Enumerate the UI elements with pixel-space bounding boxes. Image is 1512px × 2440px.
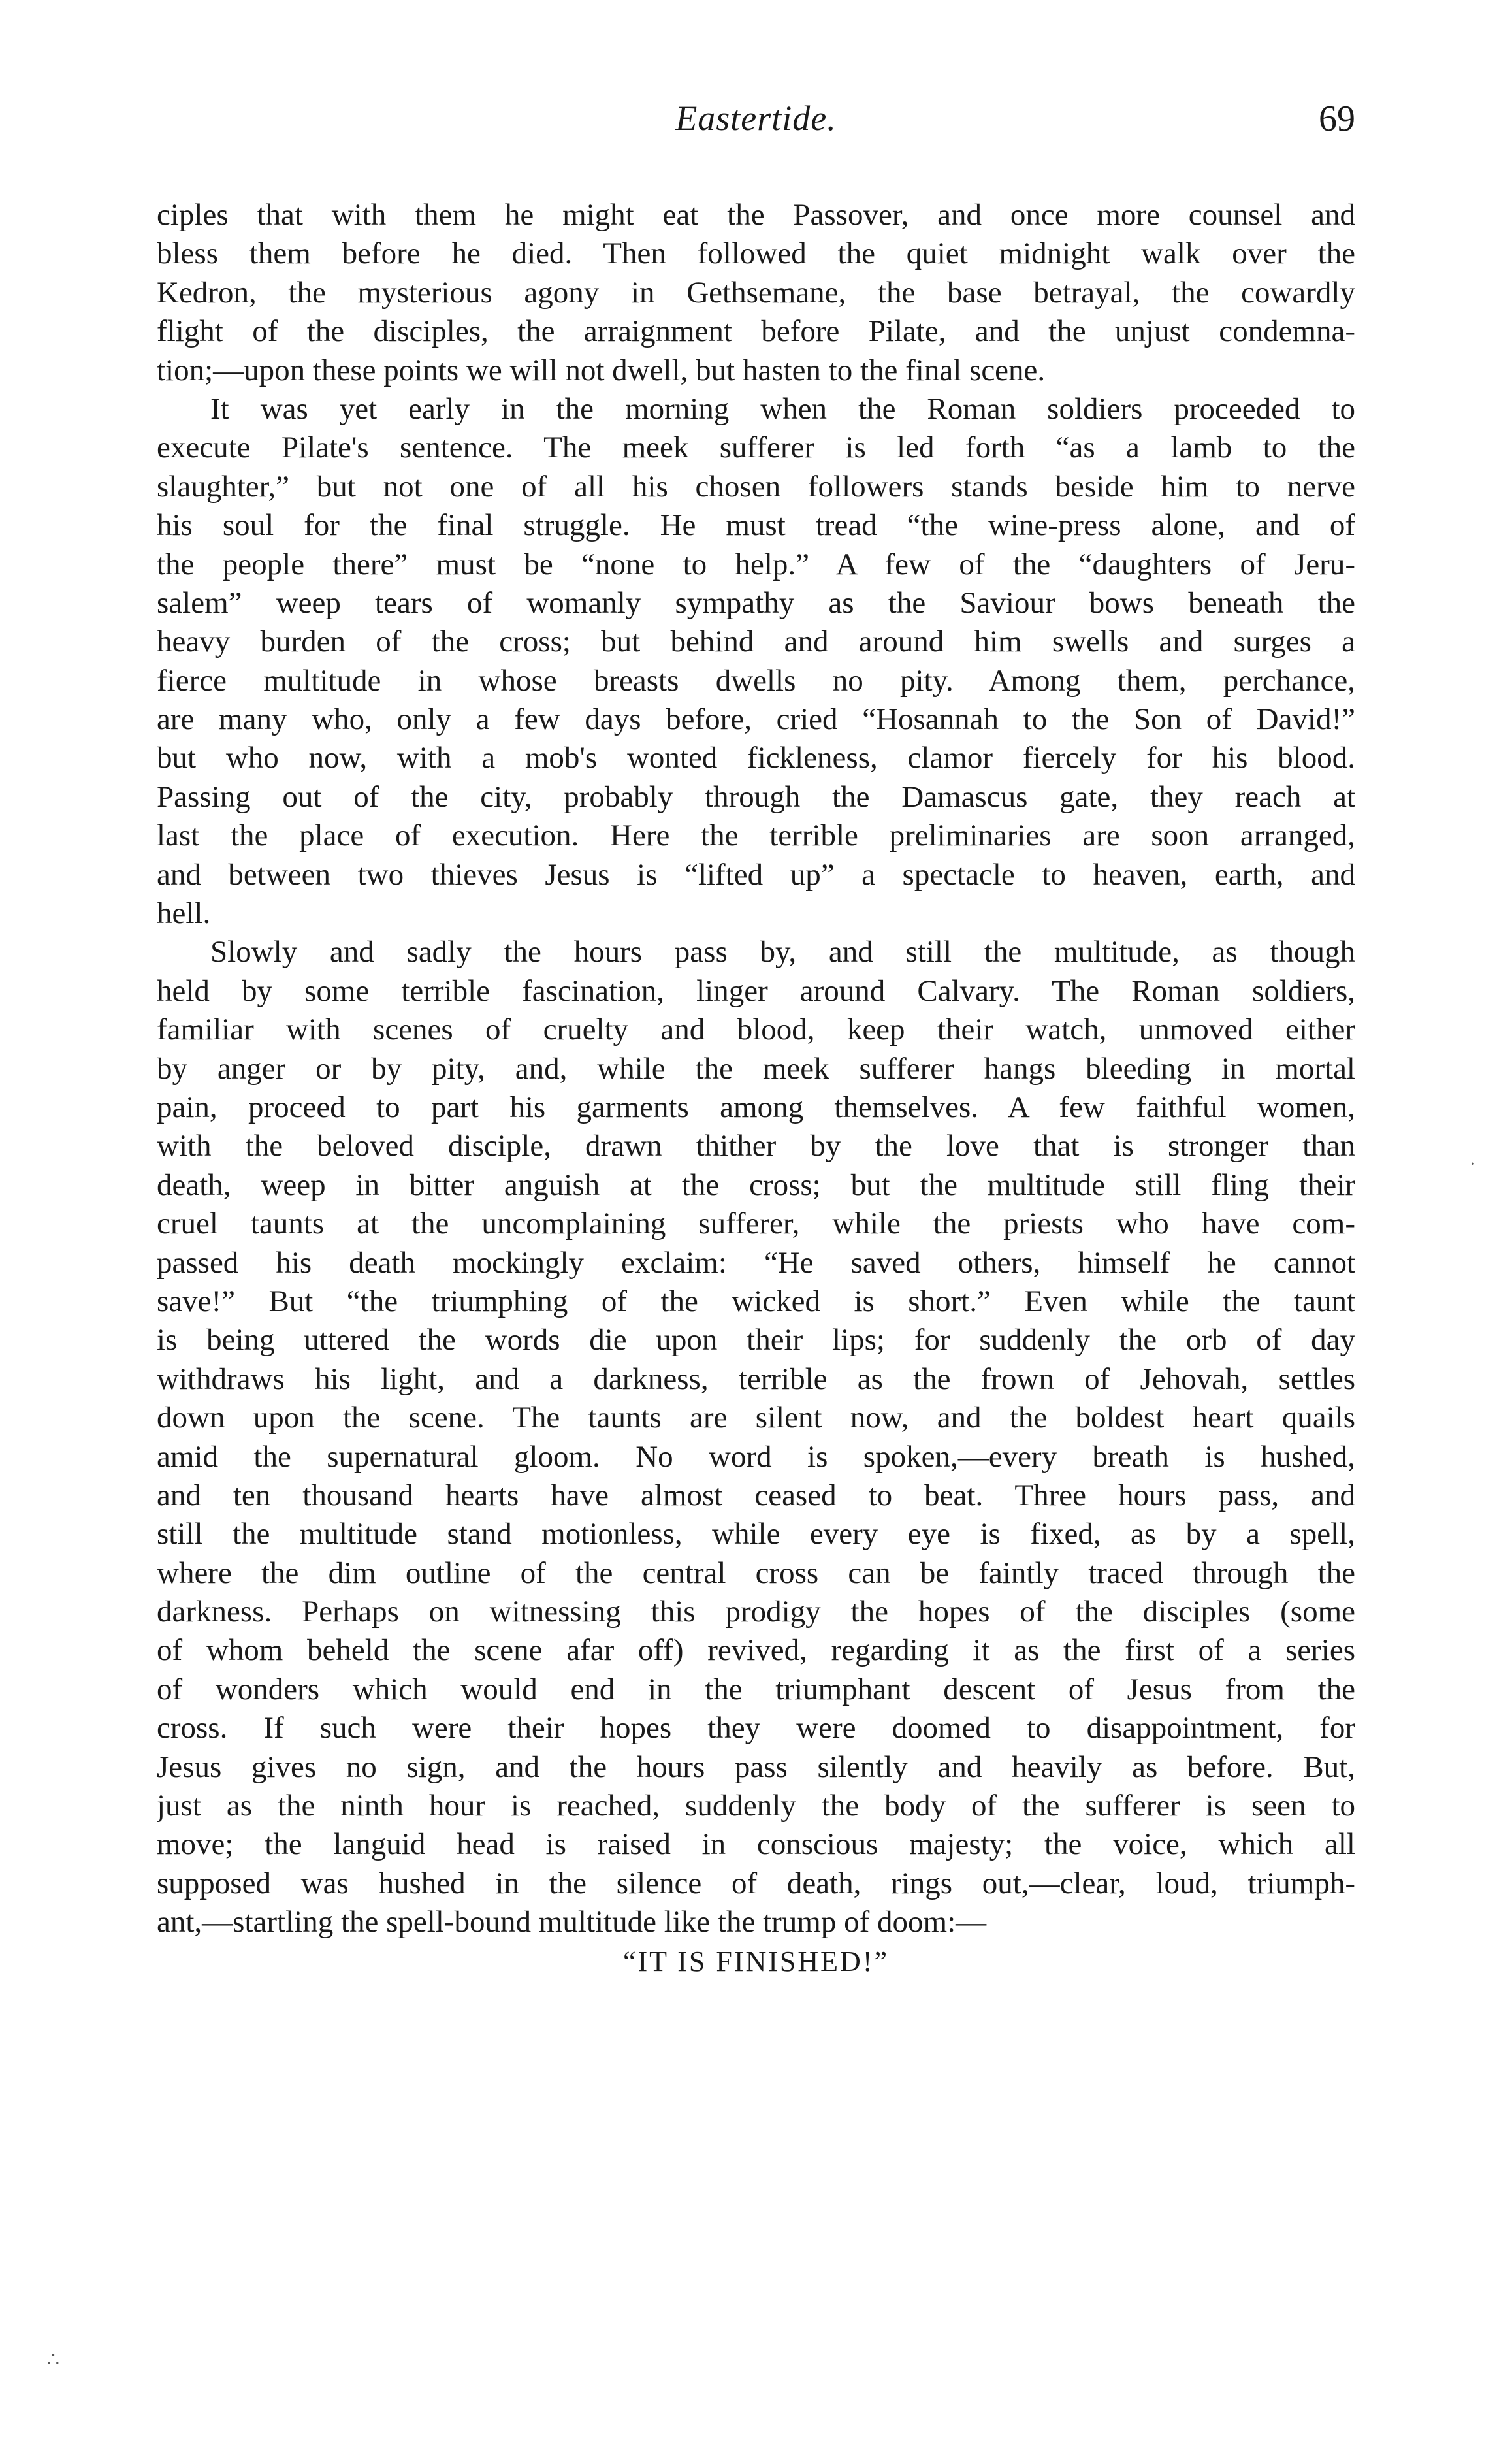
text-line: pain, proceed to part his garments among themselves. A few faithful women, (157, 1090, 1355, 1124)
text-line: ant,—startling the spell-bound multitude like the trump of doom:— (157, 1905, 987, 1940)
text-line: of wonders which would end in the triumphant descent of Jesus from the (157, 1672, 1355, 1706)
body-text (157, 196, 1355, 1981)
text-line: darkness. Perhaps on witnessing this prodigy the hopes of the disciples (some (157, 1595, 1355, 1629)
text-line: held by some terrible fascination, linger around Calvary. The Roman soldiers, (157, 973, 1355, 1008)
text-line: by anger or by pity, and, while the meek sufferer hangs bleeding in mortal (157, 1051, 1355, 1086)
text-line: and between two thieves Jesus is “lifted up” a spectacle to heaven, earth, and (157, 857, 1355, 892)
closing-quotation: “IT IS FINISHED!” (622, 1945, 890, 1977)
text-line: where the dim outline of the central cross can be faintly traced through the (157, 1555, 1355, 1590)
text-line: slaughter,” but not one of all his chosen followers stands beside him to nerve (157, 469, 1355, 504)
text-line: withdraws his light, and a darkness, terrible as the frown of Jehovah, settles (157, 1361, 1355, 1396)
text-line: execute Pilate's sentence. The meek sufferer is led forth “as a lamb to the (157, 431, 1355, 465)
text-line: of whom beheld the scene afar off) revived, regarding it as the first of a series (157, 1633, 1355, 1668)
text-line: Jesus gives no sign, and the hours pass silently and heavily as before. But, (157, 1749, 1355, 1784)
text-line: just as the ninth hour is reached, suddenly the body of the sufferer is seen to (157, 1789, 1355, 1823)
text-line: but who now, with a mob's wonted fickleness, clamor fiercely for his blood. (157, 741, 1355, 775)
text-line: still the multitude stand motionless, while every eye is fixed, as by a spell, (157, 1517, 1355, 1552)
text-line: bless them before he died. Then followed the quiet midnight walk over the (157, 236, 1355, 271)
text-line: his soul for the final struggle. He must tread “the wine-press alone, and of (157, 508, 1355, 543)
text-line: move; the languid head is raised in conscious majesty; the voice, which all (157, 1827, 1355, 1862)
text-line: with the beloved disciple, drawn thither by the love that is stronger than (157, 1129, 1355, 1163)
text-line: down upon the scene. The taunts are silent now, and the boldest heart quails (157, 1401, 1355, 1435)
text-line: supposed was hushed in the silence of death, rings out,—clear, loud, triumph- (157, 1866, 1355, 1900)
running-head (157, 98, 1355, 157)
text-line: familiar with scenes of cruelty and blood, keep their watch, unmoved either (157, 1013, 1355, 1047)
text-line: the people there” must be “none to help.” A few of the “daughters of Jeru- (157, 547, 1355, 581)
text-line: flight of the disciples, the arraignment before Pilate, and the unjust condemna- (157, 314, 1355, 349)
text-line: cruel taunts at the uncomplaining sufferer, while the priests who have com- (157, 1207, 1355, 1241)
text-line: are many who, only a few days before, cried “Hosannah to the Son of David!” (157, 702, 1355, 737)
page-number: 69 (1319, 99, 1355, 139)
text-line: hell. (157, 896, 211, 931)
running-title: Eastertide. (675, 99, 837, 138)
text-line: tion;—upon these points we will not dwell, but hasten to the final scene. (157, 353, 1046, 387)
text-line: last the place of execution. Here the terrible preliminaries are soon arranged, (157, 819, 1355, 853)
margin-speck: · (1470, 1153, 1476, 1175)
text-line: death, weep in bitter anguish at the cross; but the multitude still fling their (157, 1167, 1355, 1202)
text-line: and ten thousand hearts have almost ceased to beat. Three hours pass, and (157, 1478, 1355, 1512)
margin-speck: ∴ (47, 2349, 60, 2371)
text-line: passed his death mockingly exclaim: “He saved others, himself he cannot (157, 1245, 1355, 1280)
text-line: fierce multitude in whose breasts dwells no pity. Among them, perchance, (157, 663, 1355, 698)
text-line: salem” weep tears of womanly sympathy as the Saviour bows beneath the (157, 585, 1355, 620)
text-line: Passing out of the city, probably through the Damascus gate, they reach at (157, 779, 1355, 814)
text-line: Kedron, the mysterious agony in Gethsemane, the base betrayal, the cowardly (157, 275, 1355, 310)
text-line: is being uttered the words die upon their lips; for suddenly the orb of day (157, 1323, 1355, 1358)
text-line: cross. If such were their hopes they were doomed to disappointment, for (157, 1711, 1355, 1746)
text-line: heavy burden of the cross; but behind and around him swells and surges a (157, 625, 1355, 659)
text-line: Slowly and sadly the hours pass by, and still the multitude, as though (210, 935, 1355, 969)
text-line: amid the supernatural gloom. No word is spoken,—every breath is hushed, (157, 1439, 1355, 1474)
text-line: save!” But “the triumphing of the wicked is short.” Even while the taunt (157, 1284, 1355, 1318)
text-line: ciples that with them he might eat the Passover, and once more counsel and (157, 198, 1355, 232)
text-line: It was yet early in the morning when the Roman soldiers proceeded to (210, 391, 1355, 426)
